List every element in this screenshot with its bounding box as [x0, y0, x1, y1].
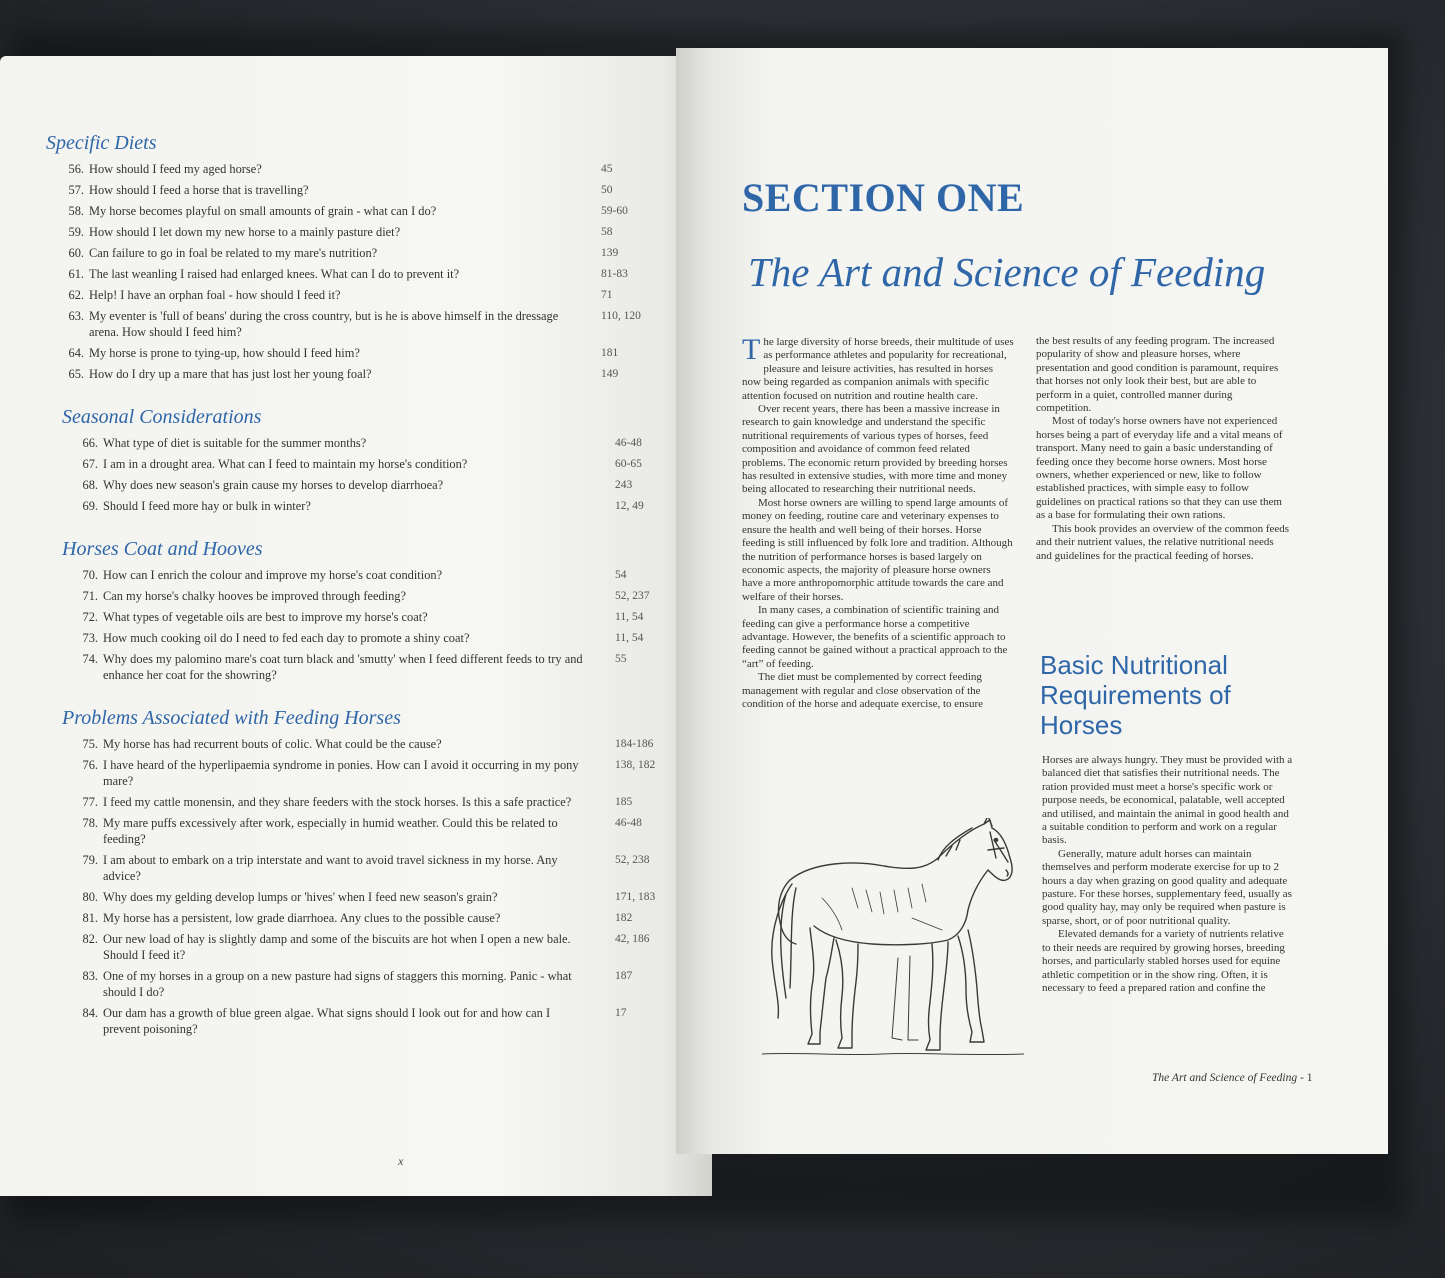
toc-entry-page: 138, 182: [615, 759, 656, 771]
toc-entry-page: 139: [601, 247, 619, 259]
toc-entry: [46, 266, 666, 282]
toc-entry-question: How can I enrich the colour and improve my horse's coat condition?: [103, 568, 443, 582]
paragraph: Most of today's horse owners have not experienced horses being a part of everyday life and a vital means of transport. Many need to gain a basic understanding of feeding once they become horse owners. Most horse owners, whether experienced or new, like to follow established practices, with simple easy to follow guidelines on practical rations so that they can use them as a base for formulating their own rations.: [1036, 415, 1283, 522]
toc-entry: [46, 815, 666, 847]
toc-entry: [46, 477, 666, 493]
toc-entry-page: 55: [615, 653, 627, 665]
toc-entry-page: 181: [601, 347, 619, 359]
left-page: [0, 56, 712, 1196]
toc-section-heading: Problems Associated with Feeding Horses: [62, 707, 401, 729]
toc-entry-question: How should I feed my aged horse?: [89, 162, 262, 176]
toc-entry-number: 79.: [82, 853, 98, 867]
paragraph: Most horse owners are willing to spend large amounts of money on feeding, routine care and veterinary expenses to ensure the health and well being of their horses. Horse feeding is still influenced by folk lore and tradition. Although the nutrition of performance horses is based largely on economic aspects, the majority of pleasure horse owners have a more anthropomorphic attitude towards the care and welfare of their horses.: [742, 496, 1013, 603]
right-page: [676, 48, 1388, 1154]
toc-section: [46, 538, 666, 683]
toc-entry-number: 72.: [82, 610, 98, 624]
toc-entry: [46, 1005, 666, 1037]
toc-entry: [46, 224, 666, 240]
running-footer: [1152, 1072, 1312, 1084]
drop-cap: T: [742, 333, 761, 366]
toc-entry-question: Should I feed more hay or bulk in winter?: [103, 499, 311, 513]
toc-entry-page: 187: [615, 970, 633, 982]
toc-entry-question: Can my horse's chalky hooves be improved through feeding?: [103, 589, 406, 603]
paragraph: In many cases, a combination of scientific training and feeding can give a performance horse a competitive advantage. However, the benefits of a scientific approach to feeding cannot be gained without a practical approach to the “art” of feeding.: [742, 604, 1008, 670]
toc-entry-question: What type of diet is suitable for the summer months?: [103, 436, 367, 450]
toc-entry: [46, 182, 666, 198]
paragraph: Horses are always hungry. They must be provided with a balanced diet that satisfies their nutritional needs. The ration provided must meet a horse's specific work or purpose needs, be economical, palatable, well accepted and utilised, and maintain the animal in good health and a suitable condition to perform and work on a regular basis.: [1042, 754, 1293, 847]
toc-entry: [46, 498, 666, 514]
toc-entry: [46, 456, 666, 472]
toc-entry: [46, 366, 666, 382]
toc-entry: [46, 931, 666, 963]
toc-entry-question: My horse has a persistent, low grade diarrhoea. Any clues to the possible cause?: [103, 911, 501, 925]
toc-entry-number: 57.: [68, 183, 84, 197]
toc-entry-question: Why does my palomino mare's coat turn black and 'smutty' when I feed different feeds to try and enhance her coat for the showring?: [103, 652, 583, 682]
toc-entry-number: 73.: [82, 631, 98, 645]
toc-entry-question: Help! I have an orphan foal - how should I feed it?: [89, 288, 341, 302]
toc-entry-number: 60.: [68, 246, 84, 260]
toc-entry-number: 77.: [82, 795, 98, 809]
toc-entry-number: 83.: [82, 969, 98, 983]
toc-entry-number: 75.: [82, 737, 98, 751]
toc-section-heading: Seasonal Considerations: [62, 406, 262, 428]
toc-entry-page: 81-83: [601, 268, 628, 280]
left-page-folio: x: [398, 1154, 404, 1168]
toc-entry-question: Can failure to go in foal be related to my mare's nutrition?: [89, 246, 378, 260]
toc-entry: [46, 203, 666, 219]
paragraph: Over recent years, there has been a massive increase in research to gain knowledge and understand the specific nutritional requirements of various types of horses, feed composition and avoidance of common feed related problems. The economic return provided by breeding horses has resulted in extensive studies, with more time and money being allocated to researching their nutritional needs.: [742, 403, 1008, 496]
toc-entry: [46, 910, 666, 926]
toc-entry: [46, 567, 666, 583]
toc-entry-number: 65.: [68, 367, 84, 381]
toc-entry-number: 69.: [82, 499, 98, 513]
paragraph: Elevated demands for a variety of nutrients relative to their needs are required by growing horses, breeding horses, and particularly stabled horses used for equine athletic competition or in the show ring. Often, it is necessary to feed a prepared ration and confine the: [1042, 928, 1285, 994]
toc-entry-page: 45: [601, 163, 613, 175]
toc-entry-page: 46-48: [615, 817, 642, 829]
toc-entry: [46, 794, 666, 810]
body-column-2: [1036, 335, 1290, 563]
toc-entry-page: 58: [601, 226, 613, 238]
toc-section: [46, 406, 666, 514]
toc-entry: [46, 345, 666, 361]
toc-entry: [46, 308, 666, 340]
toc-entry-number: 66.: [82, 436, 98, 450]
paragraph: Generally, mature adult horses can maintain themselves and perform moderate exercise for up to 2 hours a day when grazing on good quality and adequate pasture. For these horses, supplementary feed, usually as good quality hay, may only be required when pasture is sparse, short, or of poor nutritional quality.: [1042, 847, 1292, 927]
toc-entry-question: Our new load of hay is slightly damp and some of the biscuits are hot when I open a new bale. Should I feed it?: [103, 932, 571, 962]
toc-entry-question: How do I dry up a mare that has just lost her young foal?: [89, 367, 372, 381]
toc-entry: [46, 889, 666, 905]
toc-entry-number: 70.: [82, 568, 98, 582]
toc-entry-page: 149: [601, 368, 619, 380]
horse-illustration: [762, 818, 1024, 1068]
toc-entry-number: 63.: [68, 309, 84, 323]
toc-entry-number: 82.: [82, 932, 98, 946]
toc-entry-number: 76.: [82, 758, 98, 772]
toc-section: [46, 707, 666, 1037]
paragraph: This book provides an overview of the common feeds and their nutrient values, the relative nutritional needs and guidelines for the practical feeding of horses.: [1036, 522, 1290, 562]
toc-entry-number: 61.: [68, 267, 84, 281]
toc-section-heading: Specific Diets: [46, 132, 157, 154]
toc-entry-question: Why does my gelding develop lumps or 'hives' when I feed new season's grain?: [103, 890, 498, 904]
paragraph: The diet must be complemented by correct feeding management with regular and close observation of the condition of the horse and adequate exercise, to ensure: [742, 671, 983, 710]
toc-section-heading: Horses Coat and Hooves: [62, 538, 263, 560]
toc-entry-page: 185: [615, 796, 633, 808]
toc-entry-number: 67.: [82, 457, 98, 471]
toc-section: [46, 132, 666, 382]
toc-entry-question: My horse has had recurrent bouts of colic. What could be the cause?: [103, 737, 442, 751]
toc-entry-question: How should I let down my new horse to a mainly pasture diet?: [89, 225, 401, 239]
toc-entry-number: 58.: [68, 204, 84, 218]
table-of-contents: [46, 132, 666, 1061]
toc-entry-page: 52, 237: [615, 590, 650, 602]
toc-entry-question: One of my horses in a group on a new pasture had signs of staggers this morning. Panic - what should I do?: [103, 969, 572, 999]
section-label: SECTION ONE: [742, 175, 1025, 220]
toc-entry-page: 182: [615, 912, 633, 924]
toc-entry-number: 62.: [68, 288, 84, 302]
toc-entry-question: I have heard of the hyperlipaemia syndrome in ponies. How can I avoid it occurring in my pony mare?: [103, 758, 579, 788]
toc-entry: [46, 757, 666, 789]
toc-entry-question: I am in a drought area. What can I feed to maintain my horse's condition?: [103, 457, 468, 471]
toc-entry-page: 59-60: [601, 205, 628, 217]
toc-entry: [46, 161, 666, 177]
toc-entry-page: 171, 183: [615, 891, 656, 903]
chapter-title: The Art and Science of Feeding: [748, 249, 1266, 295]
toc-entry-question: Why does new season's grain cause my horses to develop diarrhoea?: [103, 478, 444, 492]
toc-entry: [46, 245, 666, 261]
toc-entry-page: 17: [615, 1007, 627, 1019]
toc-entry-page: 243: [615, 479, 633, 491]
toc-entry-number: 64.: [68, 346, 84, 360]
toc-entry-number: 80.: [82, 890, 98, 904]
toc-entry-page: 42, 186: [615, 933, 650, 945]
subsection-heading: Basic Nutritional Requirements of Horses: [1040, 650, 1231, 740]
toc-entry-question: I feed my cattle monensin, and they share feeders with the stock horses. Is this a safe practice?: [103, 795, 572, 809]
toc-entry-number: 74.: [82, 652, 98, 666]
page-number: - 1: [1299, 1072, 1313, 1084]
toc-entry-page: 54: [615, 569, 627, 581]
toc-entry: [46, 435, 666, 451]
toc-entry-question: How should I feed a horse that is travelling?: [89, 183, 309, 197]
toc-entry-number: 71.: [82, 589, 98, 603]
toc-entry-page: 50: [601, 184, 613, 196]
toc-entry-page: 71: [601, 289, 613, 301]
toc-entry-number: 78.: [82, 816, 98, 830]
toc-entry: [46, 630, 666, 646]
toc-entry-question: Our dam has a growth of blue green algae. What signs should I look out for and how can I prevent poisoning?: [103, 1006, 551, 1036]
toc-entry-number: 56.: [68, 162, 84, 176]
toc-entry-page: 46-48: [615, 437, 642, 449]
running-title: The Art and Science of Feeding: [1152, 1072, 1298, 1084]
toc-entry-page: 110, 120: [601, 310, 641, 322]
toc-entry: [46, 609, 666, 625]
toc-entry-question: My eventer is 'full of beans' during the cross country, but is he is above himself in the dressage arena. How should I feed him?: [89, 309, 559, 339]
toc-entry-question: I am about to embark on a trip interstate and want to avoid travel sickness in my horse. Any advice?: [103, 853, 558, 883]
body-column-3: [1042, 754, 1294, 995]
body-column-1: [742, 333, 1014, 711]
toc-entry-question: How much cooking oil do I need to fed each day to promote a shiny coat?: [103, 631, 470, 645]
toc-entry-question: The last weanling I raised had enlarged knees. What can I do to prevent it?: [89, 267, 460, 281]
toc-entry-page: 12, 49: [615, 500, 644, 512]
toc-entry-question: What types of vegetable oils are best to improve my horse's coat?: [103, 610, 428, 624]
toc-entry-page: 52, 238: [615, 854, 650, 866]
toc-entry: [46, 736, 666, 752]
intro-paragraph: The large diversity of horse breeds, their multitude of uses as performance athletes and popularity for recreational, pleasure and leisure activities, has resulted in horses now being regarded as companion animals with specific attention focused on nutrition and routine health care.: [742, 333, 1014, 402]
toc-entry-page: 60-65: [615, 458, 642, 470]
paragraph: the best results of any feeding program. The increased popularity of show and pleasure horses, where presentation and good condition is paramount, requires that horses not only look their best, but are able to perform in a quiet, controlled manner during competition.: [1036, 335, 1279, 415]
toc-entry: [46, 852, 666, 884]
toc-entry-number: 68.: [82, 478, 98, 492]
toc-entry-number: 59.: [68, 225, 84, 239]
toc-entry-page: 184-186: [615, 738, 654, 750]
toc-entry-number: 84.: [82, 1006, 98, 1020]
toc-entry: [46, 651, 666, 683]
toc-entry: [46, 287, 666, 303]
toc-entry: [46, 968, 666, 1000]
toc-entry-page: 11, 54: [615, 632, 644, 644]
toc-entry-question: My mare puffs excessively after work, especially in humid weather. Could this be related to feeding?: [103, 816, 558, 846]
toc-entry-question: My horse becomes playful on small amounts of grain - what can I do?: [89, 204, 437, 218]
toc-entry-page: 11, 54: [615, 611, 644, 623]
toc-entry-number: 81.: [82, 911, 98, 925]
toc-entry: [46, 588, 666, 604]
toc-entry-question: My horse is prone to tying-up, how should I feed him?: [89, 346, 360, 360]
